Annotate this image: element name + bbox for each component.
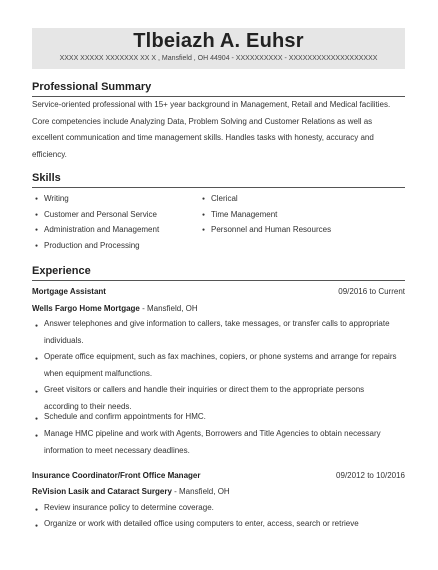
resume-header (32, 28, 405, 69)
skill-item: ● Administration and Management (44, 225, 159, 234)
skill-item: ● Clerical (211, 194, 238, 203)
company-location: - Mansfield, OH (139, 304, 198, 313)
skill-item: ● Writing (44, 194, 69, 203)
job-dates: 09/2012 to 10/2016 (336, 471, 405, 480)
responsibility-item: ● Review insurance policy to determine coverage. (44, 500, 399, 517)
skill-item: ● Production and Processing (44, 241, 140, 250)
skill-item: ● Personnel and Human Resources (211, 225, 331, 234)
responsibility-item: ● Manage HMC pipeline and work with Agents, Borrowers and Title Agencies to obtain necessary information to meet necessary deadlines. (44, 426, 399, 459)
experience-divider (32, 280, 405, 281)
responsibility-item: ● Answer telephones and give information to callers, take messages, or transfer calls to appropriate individuals. (44, 316, 399, 349)
company-name: ReVision Lasik and Cataract Surgery (32, 487, 172, 496)
responsibility-item: ● Organize or work with detailed office using computers to enter, access, search or retrieve (44, 516, 399, 533)
responsibility-item: ● Operate office equipment, such as fax machines, copiers, or phone systems and arrange for repairs when equipment malfunctions. (44, 349, 399, 382)
candidate-name: Tlbeiazh A. Euhsr (133, 30, 304, 52)
contact-line: XXXX XXXXX XXXXXXX XX X , Mansfield , OH 44904 - XXXXXXXXXX - XXXXXXXXXXXXXXXXXXX (59, 55, 378, 62)
responsibility-item: ● Greet visitors or callers and handle their inquiries or direct them to the appropriate persons according to their needs. (44, 382, 399, 415)
skills-heading: Skills (32, 172, 61, 184)
skills-divider (32, 187, 405, 188)
summary-text: Service-oriented professional with 15+ year background in Management, Retail and Medical facilities. Core competencies include Analyzing Data, Problem Solving and Customer Relations as well as excellent communication and time management skills. Handles tasks with honesty, accuracy and efficiency. (32, 100, 391, 159)
skill-item: ● Customer and Personal Service (44, 210, 157, 219)
experience-heading: Experience (32, 265, 91, 277)
job-title: Mortgage Assistant (32, 287, 106, 296)
company-name: Wells Fargo Home Mortgage (32, 304, 140, 313)
job-title: Insurance Coordinator/Front Office Manager (32, 471, 201, 480)
summary-heading: Professional Summary (32, 81, 152, 93)
company-location: - Mansfield, OH (171, 487, 230, 496)
job-dates: 09/2016 to Current (338, 287, 405, 296)
responsibility-item: ● Schedule and confirm appointments for HMC. (44, 409, 399, 426)
job-company-line (32, 487, 230, 496)
job-company-line (32, 304, 198, 313)
skill-item: ● Time Management (211, 210, 277, 219)
